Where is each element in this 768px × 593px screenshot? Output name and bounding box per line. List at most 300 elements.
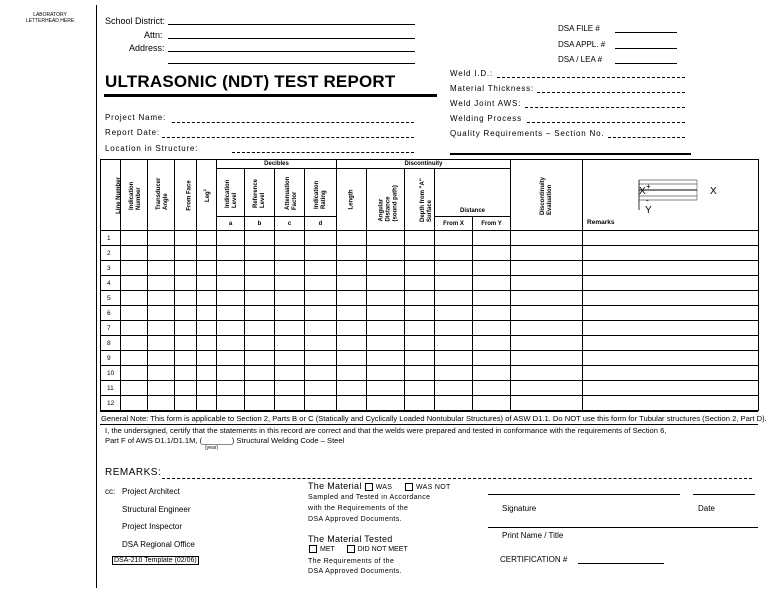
material-thickness-field[interactable] <box>537 92 685 93</box>
cc-item: DSA Regional Office <box>122 540 195 549</box>
table-cell[interactable] <box>275 231 305 246</box>
print-name-label: Print Name / Title <box>502 531 564 540</box>
table-cell[interactable] <box>217 336 245 351</box>
certify-statement-line2: Part F of AWS D1.1/D1.1M, (_______) Structural Welding Code – Steel <box>105 436 345 445</box>
diagram-x-left: X <box>639 186 646 197</box>
table-cell[interactable] <box>583 306 759 321</box>
table-cell[interactable] <box>435 276 473 291</box>
location-label: Location in Structure: <box>105 144 199 153</box>
table-cell[interactable] <box>367 246 405 261</box>
table-cell[interactable] <box>435 306 473 321</box>
distance-header: Distance <box>435 169 511 217</box>
report-title: ULTRASONIC (NDT) TEST REPORT <box>105 72 396 91</box>
table-cell[interactable] <box>121 306 148 321</box>
table-cell[interactable] <box>405 261 435 276</box>
table-cell[interactable] <box>367 396 405 411</box>
location-field[interactable] <box>232 152 414 153</box>
template-id: DSA-210 Template (02/06) <box>114 557 197 564</box>
table-cell[interactable] <box>148 321 175 336</box>
material-statement-1-line2: with the Requirements of the <box>308 505 409 512</box>
diagram-minus: - <box>646 196 649 205</box>
table-cell[interactable] <box>305 276 337 291</box>
table-cell[interactable] <box>337 366 367 381</box>
table-cell[interactable] <box>367 276 405 291</box>
table-cell[interactable] <box>121 366 148 381</box>
col-leg: Leg$^1$ <box>197 160 217 231</box>
attn-field[interactable] <box>168 38 415 39</box>
letterhead-placeholder: LABORATORY LETTERHEAD HERE <box>25 12 75 24</box>
col-d: d <box>305 217 337 231</box>
table-cell[interactable] <box>197 231 217 246</box>
table-cell[interactable] <box>435 366 473 381</box>
table-cell[interactable] <box>405 366 435 381</box>
row-number: 7 <box>101 321 121 336</box>
weld-joint-field[interactable] <box>525 107 685 108</box>
table-cell[interactable] <box>367 291 405 306</box>
table-cell[interactable] <box>511 276 583 291</box>
table-cell[interactable] <box>217 276 245 291</box>
col-indication-rating: Indication Rating <box>305 169 337 217</box>
table-cell[interactable] <box>305 261 337 276</box>
quality-requirements-label: Quality Requirements – Section No. <box>450 129 605 138</box>
address-field-2[interactable] <box>168 63 415 64</box>
table-cell[interactable] <box>583 381 759 396</box>
remarks-field[interactable] <box>162 478 752 479</box>
table-cell[interactable] <box>367 321 405 336</box>
table-cell[interactable] <box>405 351 435 366</box>
table-cell[interactable] <box>175 231 197 246</box>
table-cell[interactable] <box>583 336 759 351</box>
table-cell[interactable] <box>305 336 337 351</box>
dsa-file-field[interactable] <box>615 32 677 33</box>
table-cell[interactable] <box>473 366 511 381</box>
table-row <box>101 351 759 366</box>
table-cell[interactable] <box>337 246 367 261</box>
col-depth-from-surface: Depth from "A" Surface <box>405 169 435 231</box>
table-cell[interactable] <box>511 246 583 261</box>
table-cell[interactable] <box>148 261 175 276</box>
row-number: 10 <box>101 366 121 381</box>
table-cell[interactable] <box>197 321 217 336</box>
table-cell[interactable] <box>583 291 759 306</box>
table-cell[interactable] <box>245 261 275 276</box>
table-cell[interactable] <box>583 246 759 261</box>
diagram-y: Y <box>645 205 652 216</box>
table-cell[interactable] <box>305 381 337 396</box>
table-cell[interactable] <box>305 396 337 411</box>
table-cell[interactable] <box>121 381 148 396</box>
table-cell[interactable] <box>121 321 148 336</box>
table-cell[interactable] <box>405 276 435 291</box>
cc-label: cc: <box>105 487 116 496</box>
col-from-y: From Y <box>473 217 511 231</box>
table-cell[interactable] <box>367 381 405 396</box>
col-attenuation-factor: Attenuation Factor <box>275 169 305 217</box>
table-cell[interactable] <box>435 351 473 366</box>
col-remarks <box>583 160 759 231</box>
col-length: Length <box>337 169 367 231</box>
table-cell[interactable] <box>148 366 175 381</box>
was-checkbox[interactable] <box>365 483 373 491</box>
table-cell[interactable] <box>337 351 367 366</box>
table-cell[interactable] <box>197 366 217 381</box>
table-row <box>101 381 759 396</box>
table-cell[interactable] <box>175 246 197 261</box>
quality-requirements-field[interactable] <box>608 137 685 138</box>
col-b: b <box>245 217 275 231</box>
general-note: General Note: This form is applicable to Section 2, Parts B or C (Statically and Cyclically Loaded Nontubular Structures) of ASW D1.1. Do NOT use this form for Tubular structures (Section 2, Part D). <box>101 414 767 423</box>
col-transducer-angle: Transducer Angle <box>148 160 175 231</box>
table-cell[interactable] <box>121 231 148 246</box>
table-cell[interactable] <box>583 396 759 411</box>
table-cell[interactable] <box>305 366 337 381</box>
table-cell[interactable] <box>217 351 245 366</box>
col-indication-level: Indication Level <box>217 169 245 217</box>
table-cell[interactable] <box>217 261 245 276</box>
table-row <box>101 246 759 261</box>
table-cell[interactable] <box>305 306 337 321</box>
material-statement-1-line3: DSA Approved Documents. <box>308 516 403 523</box>
table-cell[interactable] <box>405 246 435 261</box>
table-cell[interactable] <box>435 321 473 336</box>
cc-item: Structural Engineer <box>122 505 191 514</box>
table-cell[interactable] <box>245 381 275 396</box>
dsa-lea-field[interactable] <box>615 63 677 64</box>
report-date-field[interactable] <box>162 137 414 138</box>
row-number: 8 <box>101 336 121 351</box>
table-cell[interactable] <box>275 336 305 351</box>
table-row <box>101 306 759 321</box>
table-cell[interactable] <box>245 276 275 291</box>
table-cell[interactable] <box>217 396 245 411</box>
table-cell[interactable] <box>337 276 367 291</box>
welding-process-label: Welding Process <box>450 114 522 123</box>
address-label: Address: <box>129 43 165 53</box>
cc-item: Project Inspector <box>122 522 183 531</box>
table-cell[interactable] <box>217 306 245 321</box>
table-cell[interactable] <box>583 231 759 246</box>
weld-rule <box>450 153 691 155</box>
table-cell[interactable] <box>175 351 197 366</box>
met-checkbox[interactable] <box>309 545 317 553</box>
table-cell[interactable] <box>148 306 175 321</box>
table-cell[interactable] <box>175 321 197 336</box>
table-cell[interactable] <box>337 336 367 351</box>
table-cell[interactable] <box>583 366 759 381</box>
decibles-header: Decibles <box>217 160 337 169</box>
table-cell[interactable] <box>275 246 305 261</box>
table-cell[interactable] <box>405 291 435 306</box>
material-statement-1: The Material WAS WAS NOT <box>308 481 451 491</box>
table-cell[interactable] <box>275 396 305 411</box>
table-cell[interactable] <box>435 291 473 306</box>
table-cell[interactable] <box>305 321 337 336</box>
ndt-results-table <box>100 159 759 411</box>
table-cell[interactable] <box>217 381 245 396</box>
table-row <box>101 321 759 336</box>
table-cell[interactable] <box>435 261 473 276</box>
signature-label: Signature <box>502 504 537 513</box>
date-label: Date <box>698 504 715 513</box>
table-cell[interactable] <box>275 321 305 336</box>
attn-label: Attn: <box>144 30 163 40</box>
table-cell[interactable] <box>473 396 511 411</box>
was-not-checkbox[interactable] <box>405 483 413 491</box>
table-cell[interactable] <box>405 306 435 321</box>
table-cell[interactable] <box>148 246 175 261</box>
row-number: 4 <box>101 276 121 291</box>
material-statement-1-line1: Sampled and Tested in Accordance <box>308 494 431 501</box>
table-cell[interactable] <box>583 351 759 366</box>
col-reference-level: Reference Level <box>245 169 275 217</box>
table-cell[interactable] <box>435 336 473 351</box>
table-cell[interactable] <box>275 366 305 381</box>
note-rule-bottom <box>100 424 758 425</box>
table-cell[interactable] <box>121 351 148 366</box>
table-cell[interactable] <box>337 381 367 396</box>
table-cell[interactable] <box>175 381 197 396</box>
col-a: a <box>217 217 245 231</box>
table-cell[interactable] <box>121 291 148 306</box>
table-cell[interactable] <box>197 336 217 351</box>
row-number: 1 <box>101 231 121 246</box>
table-row <box>101 396 759 411</box>
table-cell[interactable] <box>405 381 435 396</box>
row-number: 6 <box>101 306 121 321</box>
table-cell[interactable] <box>197 261 217 276</box>
dsa-appl-field[interactable] <box>615 48 677 49</box>
table-cell[interactable] <box>175 306 197 321</box>
table-cell[interactable] <box>511 321 583 336</box>
col-indication-number: Indication Number <box>121 160 148 231</box>
material-thickness-label: Material Thickness: <box>450 84 534 93</box>
table-cell[interactable] <box>473 336 511 351</box>
print-name-field[interactable] <box>488 527 758 528</box>
table-cell[interactable] <box>148 276 175 291</box>
table-cell[interactable] <box>473 306 511 321</box>
table-cell[interactable] <box>473 246 511 261</box>
remarks-label: REMARKS: <box>105 467 162 478</box>
table-cell[interactable] <box>337 321 367 336</box>
table-cell[interactable] <box>367 261 405 276</box>
table-cell[interactable] <box>435 396 473 411</box>
table-cell[interactable] <box>275 306 305 321</box>
table-cell[interactable] <box>511 351 583 366</box>
table-cell[interactable] <box>148 336 175 351</box>
col-from-face: From Face <box>175 160 197 231</box>
table-cell[interactable] <box>367 351 405 366</box>
material-statement-2-line2: DSA Approved Documents. <box>308 568 403 575</box>
material-statement-2-title: The Material Tested <box>308 534 393 544</box>
table-cell[interactable] <box>473 261 511 276</box>
table-cell[interactable] <box>337 231 367 246</box>
address-field[interactable] <box>168 51 415 52</box>
dsa-appl-label: DSA APPL. # <box>558 40 606 49</box>
table-cell[interactable] <box>245 396 275 411</box>
cc-item: Project Architect <box>122 487 180 496</box>
table-cell[interactable] <box>148 396 175 411</box>
table-cell[interactable] <box>405 321 435 336</box>
row-number: 2 <box>101 246 121 261</box>
date-field[interactable] <box>693 494 755 495</box>
row-number: 5 <box>101 291 121 306</box>
table-cell[interactable] <box>583 321 759 336</box>
table-cell[interactable] <box>511 366 583 381</box>
table-cell[interactable] <box>217 246 245 261</box>
table-cell[interactable] <box>121 336 148 351</box>
table-cell[interactable] <box>405 336 435 351</box>
table-row <box>101 336 759 351</box>
table-cell[interactable] <box>245 291 275 306</box>
table-cell[interactable] <box>473 381 511 396</box>
material-statement-2-line1: The Requirements of the <box>308 558 395 565</box>
col-angular-distance: Angular Distance (sound path) <box>367 169 405 231</box>
weld-id-field[interactable] <box>497 77 685 78</box>
table-cell[interactable] <box>473 276 511 291</box>
table-cell[interactable] <box>175 291 197 306</box>
table-cell[interactable] <box>473 231 511 246</box>
table-cell[interactable] <box>275 351 305 366</box>
table-cell[interactable] <box>148 231 175 246</box>
table-cell[interactable] <box>367 366 405 381</box>
certify-statement-line1: I, the undersigned, certify that the statements in this record are correct and that the welds were prepared and tested in conformance with the requirements of Section 6, <box>105 426 667 435</box>
table-cell[interactable] <box>245 366 275 381</box>
remarks-header: Remarks <box>587 219 615 226</box>
table-cell[interactable] <box>337 306 367 321</box>
table-cell[interactable] <box>337 396 367 411</box>
report-date-label: Report Date: <box>105 128 160 137</box>
row-number: 11 <box>101 381 121 396</box>
diagram-plus: + <box>646 182 651 191</box>
table-cell[interactable] <box>473 321 511 336</box>
table-cell[interactable] <box>367 306 405 321</box>
table-cell[interactable] <box>367 336 405 351</box>
col-c: c <box>275 217 305 231</box>
table-cell[interactable] <box>121 276 148 291</box>
col-discontinuity-evaluation: Discontinuity Evaluation <box>511 160 583 231</box>
title-rule <box>104 94 437 97</box>
table-cell[interactable] <box>511 291 583 306</box>
col-line-number: Line Number <box>101 160 121 231</box>
table-cell[interactable] <box>245 336 275 351</box>
table-cell[interactable] <box>121 261 148 276</box>
table-cell[interactable] <box>305 246 337 261</box>
table-cell[interactable] <box>337 291 367 306</box>
table-cell[interactable] <box>405 231 435 246</box>
table-cell[interactable] <box>305 231 337 246</box>
table-row <box>101 261 759 276</box>
table-cell[interactable] <box>175 276 197 291</box>
table-cell[interactable] <box>217 366 245 381</box>
table-cell[interactable] <box>197 306 217 321</box>
discontinuity-header: Discontinuity <box>337 160 511 169</box>
table-cell[interactable] <box>435 381 473 396</box>
table-cell[interactable] <box>275 261 305 276</box>
table-cell[interactable] <box>305 291 337 306</box>
margin-line <box>96 5 97 588</box>
table-cell[interactable] <box>275 276 305 291</box>
table-cell[interactable] <box>583 261 759 276</box>
table-row <box>101 366 759 381</box>
table-cell[interactable] <box>245 351 275 366</box>
table-cell[interactable] <box>175 336 197 351</box>
table-cell[interactable] <box>337 261 367 276</box>
col-from-x: From X <box>435 217 473 231</box>
table-cell[interactable] <box>511 381 583 396</box>
table-cell[interactable] <box>511 306 583 321</box>
table-cell[interactable] <box>473 291 511 306</box>
table-cell[interactable] <box>217 231 245 246</box>
table-cell[interactable] <box>197 291 217 306</box>
table-cell[interactable] <box>148 381 175 396</box>
table-cell[interactable] <box>511 336 583 351</box>
diagram-x-right: X <box>710 186 717 197</box>
table-cell[interactable] <box>245 231 275 246</box>
table-cell[interactable] <box>121 396 148 411</box>
table-cell[interactable] <box>175 261 197 276</box>
row-number: 12 <box>101 396 121 411</box>
weld-id-label: Weld I.D.: <box>450 69 493 78</box>
table-cell[interactable] <box>511 396 583 411</box>
table-cell[interactable] <box>275 381 305 396</box>
table-cell[interactable] <box>245 246 275 261</box>
note-rule-top <box>100 411 758 412</box>
table-cell[interactable] <box>511 261 583 276</box>
table-cell[interactable] <box>121 246 148 261</box>
school-district-field[interactable] <box>168 24 415 25</box>
table-cell[interactable] <box>435 246 473 261</box>
table-cell[interactable] <box>511 231 583 246</box>
table-row <box>101 291 759 306</box>
table-cell[interactable] <box>435 231 473 246</box>
table-cell[interactable] <box>197 276 217 291</box>
welding-process-field[interactable] <box>527 122 685 123</box>
school-district-label: School District: <box>105 16 166 26</box>
project-name-field[interactable] <box>172 122 414 123</box>
table-cell[interactable] <box>405 396 435 411</box>
table-cell[interactable] <box>367 231 405 246</box>
dsa-file-label: DSA FILE # <box>558 24 600 33</box>
table-cell[interactable] <box>175 396 197 411</box>
table-cell[interactable] <box>583 276 759 291</box>
table-cell[interactable] <box>175 366 197 381</box>
weld-joint-label: Weld Joint AWS: <box>450 99 522 108</box>
table-cell[interactable] <box>197 396 217 411</box>
table-cell[interactable] <box>473 351 511 366</box>
table-cell[interactable] <box>197 351 217 366</box>
table-cell[interactable] <box>245 321 275 336</box>
table-cell[interactable] <box>217 291 245 306</box>
table-cell[interactable] <box>197 381 217 396</box>
did-not-meet-checkbox[interactable] <box>347 545 355 553</box>
row-number: 9 <box>101 351 121 366</box>
table-cell[interactable] <box>275 291 305 306</box>
table-row <box>101 231 759 246</box>
signature-field[interactable] <box>488 494 680 495</box>
table-cell[interactable] <box>305 351 337 366</box>
certification-label: CERTIFICATION # <box>500 555 568 564</box>
table-cell[interactable] <box>217 321 245 336</box>
table-cell[interactable] <box>197 246 217 261</box>
dsa-lea-label: DSA / LEA # <box>558 55 603 64</box>
table-cell[interactable] <box>245 306 275 321</box>
table-cell[interactable] <box>148 351 175 366</box>
row-number: 3 <box>101 261 121 276</box>
certification-field[interactable] <box>578 563 664 564</box>
table-cell[interactable] <box>148 291 175 306</box>
table-row <box>101 276 759 291</box>
project-name-label: Project Name: <box>105 113 167 122</box>
